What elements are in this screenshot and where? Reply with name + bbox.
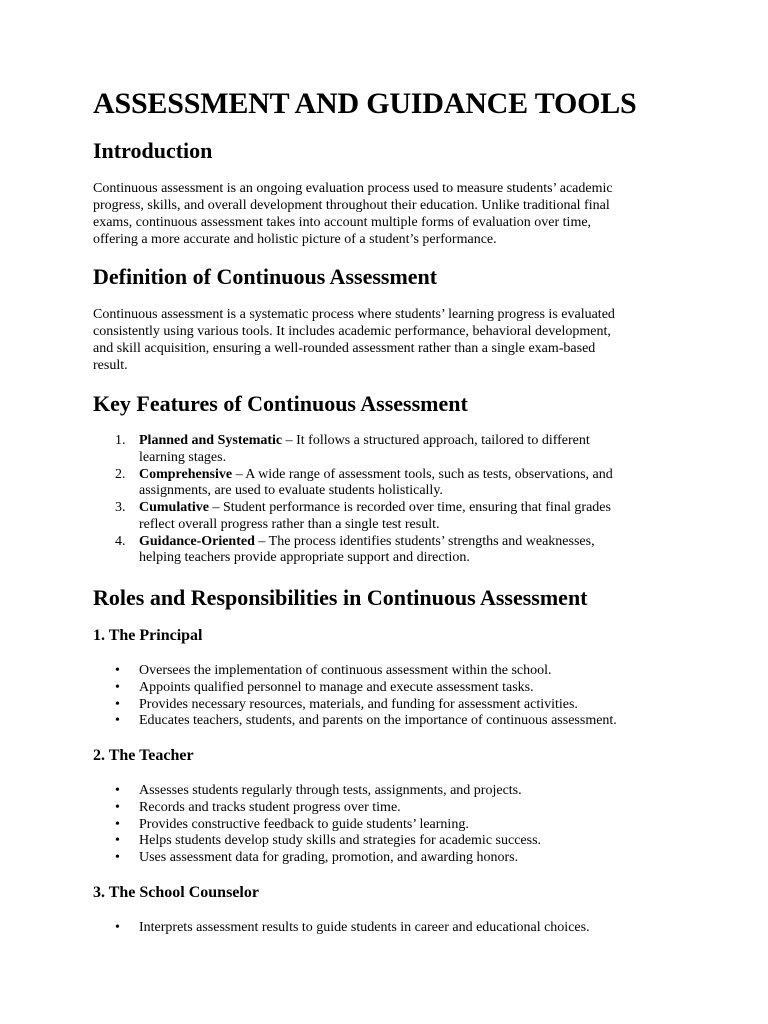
bullet-icon: • [115, 920, 120, 935]
document-title: ASSESSMENT AND GUIDANCE TOOLS [93, 87, 637, 120]
list-item [93, 817, 683, 834]
teacher-heading: 2. The Teacher [93, 747, 194, 764]
bullet-icon: • [115, 833, 120, 849]
principal-heading: 1. The Principal [93, 627, 203, 644]
list-item-text: Appoints qualified personnel to manage and execute assessment tasks. [139, 679, 534, 695]
introduction-heading: Introduction [93, 138, 213, 163]
list-item [93, 467, 683, 501]
paragraph-line: progress, skills, and overall development throughout their education. Unlike traditional final [93, 198, 610, 213]
principal-list [93, 663, 683, 730]
feature-description-continued: learning stages. [139, 449, 227, 465]
list-number: 2. [115, 466, 126, 482]
paragraph-line: offering a more accurate and holistic picture of a student’s performance. [93, 232, 497, 247]
list-item [93, 663, 683, 680]
definition-paragraph [93, 306, 683, 374]
list-item [93, 713, 683, 730]
paragraph-line: Continuous assessment is an ongoing evaluation process used to measure students’ academic [93, 181, 613, 196]
introduction-paragraph [93, 180, 683, 248]
feature-description: – It follows a structured approach, tailored to different [282, 433, 590, 448]
bullet-icon: • [115, 713, 120, 729]
feature-term: Guidance-Oriented [139, 533, 255, 549]
list-item [93, 680, 683, 697]
feature-description-continued: assignments, are used to evaluate students holistically. [139, 483, 443, 499]
feature-description: – A wide range of assessment tools, such as tests, observations, and [232, 466, 613, 482]
bullet-icon: • [115, 696, 120, 712]
feature-term: Cumulative [139, 500, 209, 515]
bullet-icon: • [115, 850, 120, 865]
definition-heading: Definition of Continuous Assessment [93, 264, 438, 289]
feature-term: Comprehensive [139, 466, 233, 482]
list-item-text: Helps students develop study skills and strategies for academic success. [139, 833, 542, 849]
list-item [93, 833, 683, 850]
bullet-icon: • [115, 679, 120, 695]
list-item [93, 500, 683, 534]
list-item-text: Educates teachers, students, and parents on the importance of continuous assessment. [139, 713, 617, 729]
list-item-text: Interprets assessment results to guide students in career and educational choices. [139, 920, 590, 935]
feature-description: – Student performance is recorded over time, ensuring that final grades [209, 500, 611, 515]
list-item [93, 433, 683, 467]
list-item-text: Uses assessment data for grading, promotion, and awarding honors. [139, 850, 519, 865]
list-item-text: Oversees the implementation of continuous assessment within the school. [139, 663, 552, 678]
feature-description: – The process identifies students’ strengths and weaknesses, [254, 533, 595, 549]
list-item [93, 534, 683, 568]
list-item [93, 783, 683, 800]
feature-description-continued: helping teachers provide appropriate support and direction. [139, 550, 470, 566]
bullet-icon: • [115, 816, 120, 832]
roles-heading: Roles and Responsibilities in Continuous Assessment [93, 585, 588, 610]
paragraph-line: consistently using various tools. It includes academic performance, behavioral development, [93, 324, 611, 339]
list-item [93, 850, 683, 867]
list-item [93, 920, 683, 937]
list-number: 3. [115, 500, 126, 515]
list-item [93, 800, 683, 817]
bullet-icon: • [115, 799, 120, 815]
key-features-heading: Key Features of Continuous Assessment [93, 391, 468, 416]
list-item-text: Provides constructive feedback to guide students’ learning. [139, 816, 469, 832]
bullet-icon: • [115, 783, 120, 798]
list-item-text: Records and tracks student progress over time. [139, 799, 401, 815]
key-features-list [93, 433, 683, 567]
list-item-text: Provides necessary resources, materials, and funding for assessment activities. [139, 696, 578, 712]
list-number: 4. [115, 533, 126, 549]
paragraph-line: exams, continuous assessment takes into account multiple forms of evaluation over time, [93, 215, 592, 230]
paragraph-line: and skill acquisition, ensuring a well-rounded assessment rather than a single exam-based [93, 341, 596, 356]
list-item [93, 697, 683, 714]
list-number: 1. [115, 433, 126, 448]
bullet-icon: • [115, 663, 120, 678]
paragraph-line: Continuous assessment is a systematic process where students’ learning progress is evaluated [93, 307, 615, 322]
teacher-list [93, 783, 683, 867]
paragraph-line: result. [93, 358, 128, 373]
feature-term: Planned and Systematic [139, 433, 283, 448]
counselor-list [93, 920, 683, 937]
counselor-heading: 3. The School Counselor [93, 884, 259, 901]
list-item-text: Assesses students regularly through tests, assignments, and projects. [139, 783, 522, 798]
feature-description-continued: reflect overall progress rather than a single test result. [139, 516, 440, 532]
